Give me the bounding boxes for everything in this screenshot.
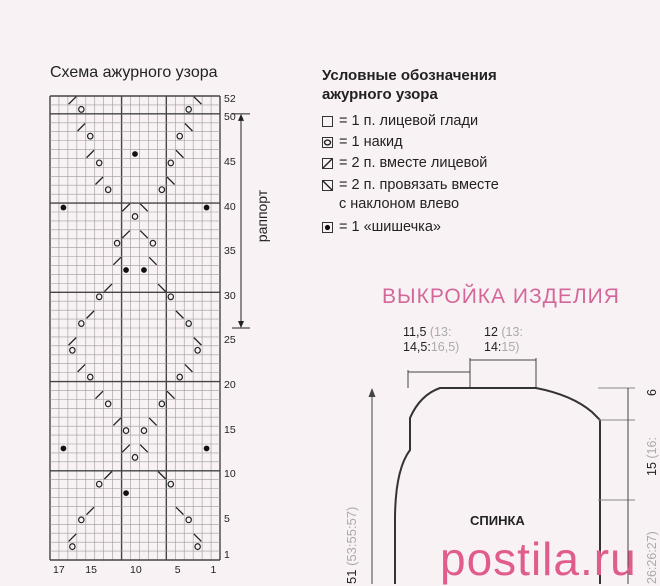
legend-title-line2: ажурного узора <box>322 86 438 103</box>
watermark: postila.ru <box>440 533 637 585</box>
legend-item-label: = 1 п. лицевой глади <box>339 113 479 129</box>
row-label: 35 <box>224 245 236 258</box>
col-label: 15 <box>85 564 97 576</box>
row-label: 15 <box>224 423 236 436</box>
legend-item-label: = 1 «шишечка» <box>339 219 441 235</box>
legend-item-label: = 2 п. провязать вместе с наклоном влево <box>339 177 499 212</box>
row-label: 20 <box>224 379 236 391</box>
col-label: 17 <box>53 564 65 576</box>
col-label: 10 <box>130 564 142 576</box>
chart-title: Схема ажурного узора <box>50 64 218 81</box>
legend-title-line1: Условные обозначения <box>322 67 497 84</box>
row-label: 40 <box>224 200 236 213</box>
dim-side-6: 6 <box>645 389 659 396</box>
row-label: 52 <box>224 93 236 106</box>
row-label: 10 <box>224 468 236 481</box>
dim-neck: 12 (13: 14:15) <box>484 325 523 354</box>
piece-label: СПИНКА <box>470 513 525 528</box>
legend-item-label: = 2 п. вместе лицевой <box>339 155 488 171</box>
legend-item-label: = 1 накид <box>339 134 403 150</box>
row-label: 5 <box>224 512 230 525</box>
dim-shoulder: 11,5 (13: 14,5:16,5) <box>403 325 460 354</box>
dim-length: 51 (53:55:57) <box>344 506 359 584</box>
dim-side-15: 15 (16: <box>645 437 659 476</box>
row-label: 25 <box>224 334 236 347</box>
rapport-label: раппорт <box>254 189 271 243</box>
row-label: 1 <box>224 548 230 561</box>
row-label: 50 <box>224 111 236 124</box>
col-label: 5 <box>174 564 181 576</box>
row-label: 45 <box>224 155 236 168</box>
pattern-title: ВЫКРОЙКА ИЗДЕЛИЯ <box>382 285 620 308</box>
col-label: 1 <box>210 564 217 576</box>
row-label: 30 <box>224 289 236 302</box>
dim-side-26: 26:26:27) <box>645 531 659 584</box>
